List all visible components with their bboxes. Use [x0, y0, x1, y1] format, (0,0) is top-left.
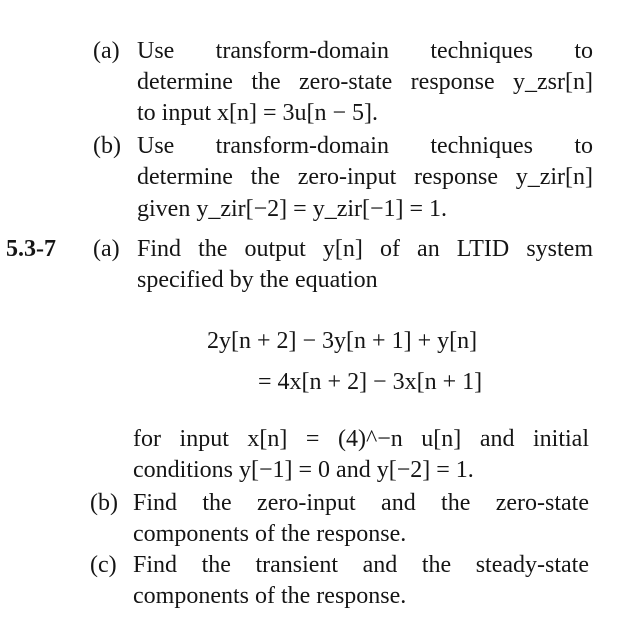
- part-b-label: (b): [90, 490, 118, 516]
- part-c-label: (c): [90, 552, 117, 578]
- part-a-label: (a): [93, 236, 120, 262]
- prev-part-a-label: (a): [93, 38, 120, 64]
- part-a-line2: specified by the equation: [137, 267, 378, 293]
- prev-part-a-line3: to input x[n] = 3u[n − 5].: [137, 100, 379, 126]
- part-a-line4: conditions y[−1] = 0 and y[−2] = 1.: [133, 457, 474, 483]
- problem-number: 5.3-7: [6, 236, 56, 262]
- prev-part-b-line3: given y_zir[−2] = y_zir[−1] = 1.: [137, 196, 448, 222]
- prev-part-b-line1: Use transform-domain techniques to: [137, 133, 593, 159]
- part-a-line1: Find the output y[n] of an LTID system: [137, 236, 593, 262]
- equation-line-1: 2y[n + 2] − 3y[n + 1] + y[n]: [207, 328, 478, 354]
- part-b-line1: Find the zero-input and the zero-state: [133, 490, 589, 516]
- prev-part-b-line2: determine the zero-input response y_zir[n]: [137, 164, 593, 190]
- part-a-line3: for input x[n] = (4)^−n u[n] and initial: [133, 426, 589, 452]
- equation-line-2: = 4x[n + 2] − 3x[n + 1]: [258, 369, 483, 395]
- prev-part-a-line1: Use transform-domain techniques to: [137, 38, 593, 64]
- prev-part-a-line2: determine the zero-state response y_zsr[n]: [137, 69, 593, 95]
- part-c-line1: Find the transient and the steady-state: [133, 552, 589, 578]
- part-c-line2: components of the response.: [133, 583, 407, 609]
- prev-part-b-label: (b): [93, 133, 121, 159]
- part-b-line2: components of the response.: [133, 521, 407, 547]
